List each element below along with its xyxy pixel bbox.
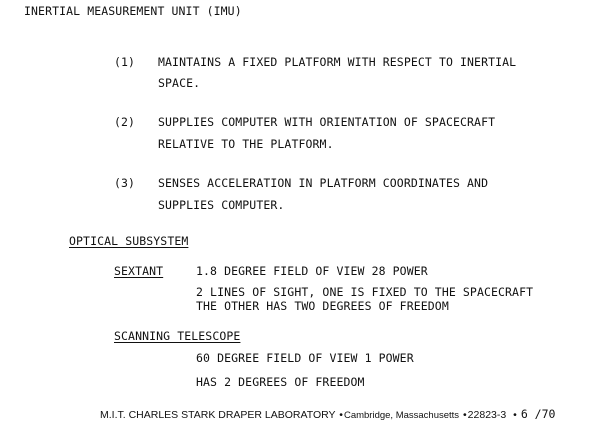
optical-subsystem-heading: OPTICAL SUBSYSTEM — [69, 234, 189, 248]
footer — [100, 408, 555, 422]
imu-item-2-line1: SUPPLIES COMPUTER WITH ORIENTATION OF SPACECRAFT — [158, 115, 496, 129]
imu-item-1-line1: MAINTAINS A FIXED PLATFORM WITH RESPECT TO INERTIAL — [158, 55, 517, 69]
sextant-line1: 1.8 DEGREE FIELD OF VIEW 28 POWER — [196, 264, 428, 278]
footer-bullet-2: • — [462, 409, 467, 421]
footer-bullet-3: • — [513, 409, 517, 421]
footer-lab: M.I.T. CHARLES STARK DRAPER LABORATORY — [100, 409, 336, 421]
sextant-line2: 2 LINES OF SIGHT, ONE IS FIXED TO THE SPACECRAFT — [196, 285, 534, 299]
imu-item-3-line1: SENSES ACCELERATION IN PLATFORM COORDINATES AND — [158, 176, 489, 190]
sextant-line3: THE OTHER HAS TWO DEGREES OF FREEDOM — [196, 299, 449, 313]
imu-item-2-line2: RELATIVE TO THE PLATFORM. — [158, 137, 334, 151]
footer-doc-number: 22823-3 — [467, 409, 507, 421]
telescope-label: SCANNING TELESCOPE — [114, 329, 241, 343]
telescope-line1: 60 DEGREE FIELD OF VIEW 1 POWER — [196, 351, 414, 365]
imu-item-1-number: (1) — [114, 55, 136, 69]
telescope-line2: HAS 2 DEGREES OF FREEDOM — [196, 375, 365, 389]
sextant-label: SEXTANT — [114, 264, 164, 278]
imu-item-3-line2: SUPPLIES COMPUTER. — [158, 198, 285, 212]
imu-item-1-line2: SPACE. — [158, 76, 201, 90]
footer-city: Cambridge, Massachusetts — [343, 410, 460, 421]
footer-bullet-1: • — [339, 409, 343, 421]
page-title: INERTIAL MEASUREMENT UNIT (IMU) — [24, 4, 242, 18]
imu-item-3-number: (3) — [114, 176, 136, 190]
footer-date: 6 /70 — [520, 407, 556, 421]
imu-item-2-number: (2) — [114, 115, 136, 129]
